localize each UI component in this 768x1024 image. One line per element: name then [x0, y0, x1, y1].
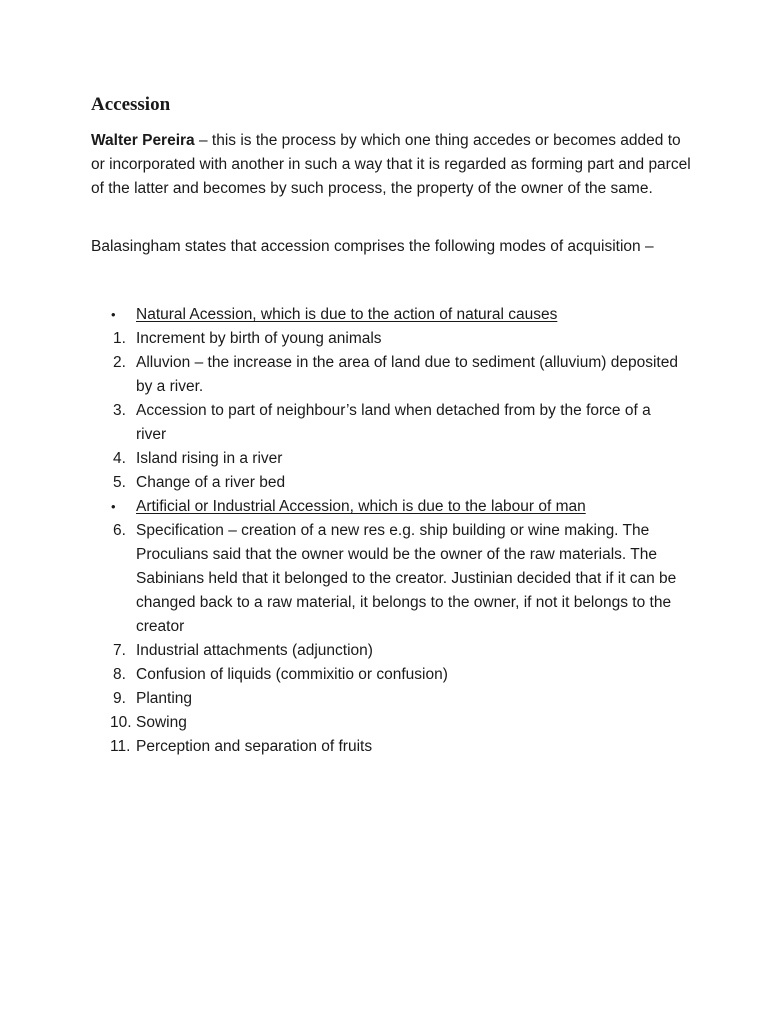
list-number: 11.	[110, 738, 131, 755]
author-name: Walter Pereira	[91, 132, 195, 149]
list-item-text: Perception and separation of fruits	[136, 738, 373, 755]
list-item-text: Industrial attachments (adjunction)	[136, 642, 373, 659]
list-number: 3.	[113, 402, 126, 419]
list-item-text: Island rising in a river	[136, 450, 283, 467]
bullet-marker: •	[111, 307, 116, 322]
list-number: 1.	[113, 330, 126, 347]
list-number: 4.	[113, 450, 126, 467]
list-item-text: Planting	[136, 690, 193, 707]
list-number: 2.	[113, 354, 126, 371]
list-item-text: Artificial or Industrial Accession, which is due to the labour of man	[136, 498, 586, 515]
list-number: 8.	[113, 666, 126, 683]
list-item-text: Increment by birth of young animals	[136, 330, 382, 347]
list-item-text: Confusion of liquids (commixitio or confusion)	[136, 666, 448, 683]
list-item-text: Alluvion – the increase in the area of land due to sediment (alluvium) deposited by a river.	[136, 354, 678, 395]
list-item-text: Natural Acession, which is due to the action of natural causes	[136, 306, 558, 323]
statement-paragraph: Balasingham states that accession comprises the following modes of acquisition –	[91, 238, 654, 255]
intro-paragraph	[91, 129, 691, 201]
list-number: 9.	[113, 690, 126, 707]
list-item-text: Change of a river bed	[136, 474, 286, 491]
list-number: 7.	[113, 642, 126, 659]
intro-text: – this is the process by which one thing accedes or becomes added to or incorporated with another in such a way that it is regarded as forming part and parcel of the latter and becomes by such process, the property of the owner of the same.	[91, 132, 691, 197]
bullet-marker: •	[111, 499, 116, 514]
list-item-text: Specification – creation of a new res e.g. ship building or wine making. The Proculians said that the owner would be the owner of the raw materials. The Sabinians held that it belonged to the creator. Justinian decided that if it can be changed back to a raw material, it belongs to the owner, if not it belongs to the creator	[136, 522, 677, 635]
document-title: Accession	[91, 94, 171, 115]
list-item-text: Accession to part of neighbour’s land when detached from by the force of a river	[136, 402, 651, 443]
list-number: 10.	[110, 714, 132, 731]
list-item-text: Sowing	[136, 714, 187, 731]
list-number: 6.	[113, 522, 126, 539]
list-number: 5.	[113, 474, 126, 491]
